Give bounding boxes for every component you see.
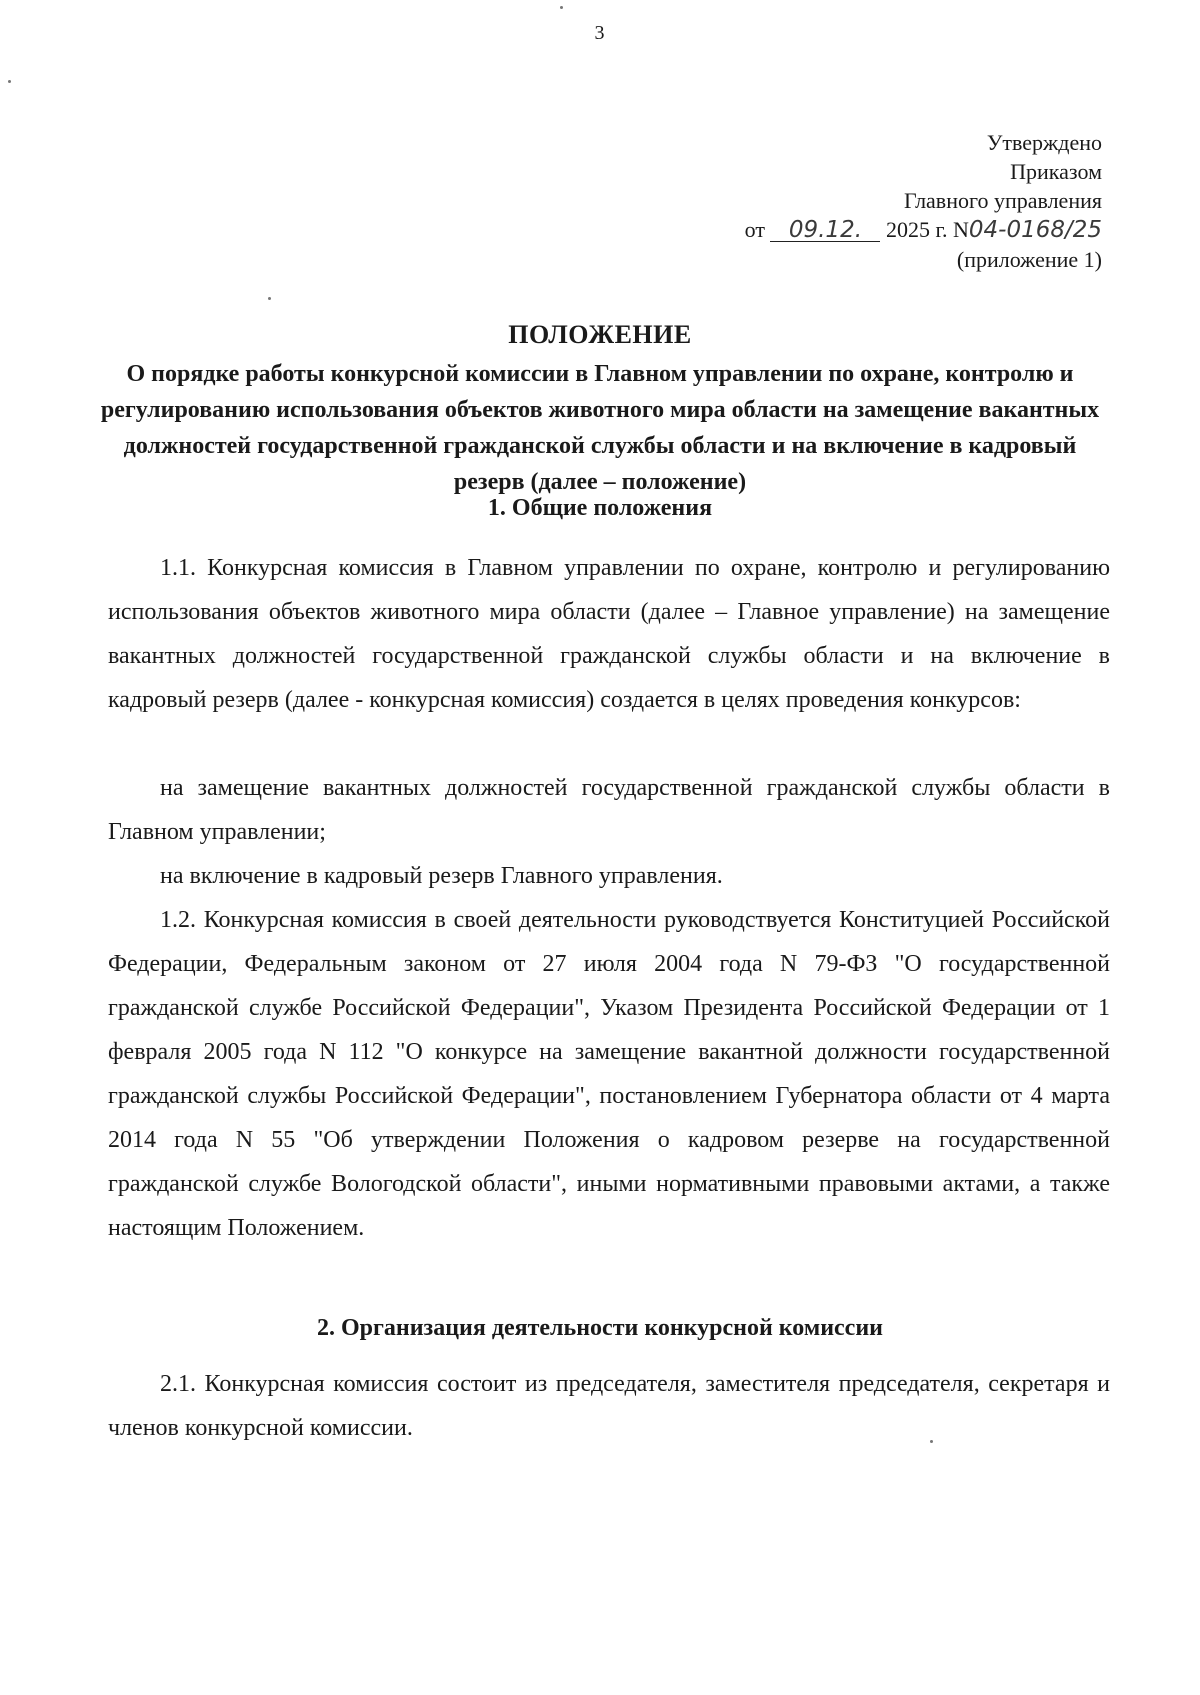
approval-number-handwritten: 04-0168/25 (968, 217, 1102, 243)
paragraph-1-1-b: на включение в кадровый резерв Главного управления. (160, 863, 723, 889)
paragraph-2-1: 2.1. Конкурсная комиссия состоит из председателя, заместителя председателя, секретаря и членов конкурсной комиссии. (108, 1371, 1110, 1441)
page-number: 3 (594, 22, 606, 44)
document-title-block (98, 318, 1102, 500)
document-subtitle: О порядке работы конкурсной комиссии в Главном управлении по охране, контролю и регулированию использования объектов животного мира области на замещение вакантных должностей государственной гражданской службы области и на включение в кадровый резерв (далее – положение) (100, 361, 1100, 495)
scan-speck (8, 80, 11, 83)
scan-speck (560, 6, 563, 9)
scan-speck (930, 1440, 933, 1443)
scan-speck (268, 297, 271, 300)
approval-year: 2025 г. N (885, 217, 969, 242)
approval-from-prefix: от (744, 217, 765, 242)
approval-date-handwritten: 09.12. (770, 219, 880, 242)
section-2-heading: 2. Организация деятельности конкурсной комиссии (316, 1315, 883, 1341)
approval-authority: Главного управления (904, 188, 1102, 213)
paragraph-1-1: 1.1. Конкурсная комиссия в Главном управлении по охране, контролю и регулированию использования объектов животного мира области (далее – Главное управление) на замещение вакантных должностей государственной гражданской службы области и на включение в кадровый резерв (далее - конкурсная комиссия) создается в целях проведения конкурсов: (108, 555, 1110, 713)
document-title: ПОЛОЖЕНИЕ (508, 320, 692, 349)
section-1-heading: 1. Общие положения (487, 495, 713, 521)
approval-approved: Утверждено (986, 130, 1102, 155)
approval-stamp (745, 128, 1102, 274)
paragraph-1-2: 1.2. Конкурсная комиссия в своей деятельности руководствуется Конституцией Российской Федерации, Федеральным законом от 27 июля 2004 года N 79-ФЗ "О государственной гражданской службе Российской Федерации", Указом Президента Российской Федерации от 1 февраля 2005 года N 112 "О конкурсе на замещение вакантной должности государственной гражданской службы Российской Федерации", постановлением Губернатора области от 4 марта 2014 года N 55 "Об утверждении Положения о кадровом резерве на государственной гражданской службе Вологодской области", иными нормативными правовыми актами, а также настоящим Положением. (108, 907, 1110, 1241)
paragraph-1-1-a: на замещение вакантных должностей государственной гражданской службы области в Главном управлении; (108, 775, 1110, 845)
approval-order: Приказом (1010, 159, 1102, 184)
approval-appendix: (приложение 1) (956, 247, 1102, 272)
approval-date-line (745, 215, 1102, 245)
